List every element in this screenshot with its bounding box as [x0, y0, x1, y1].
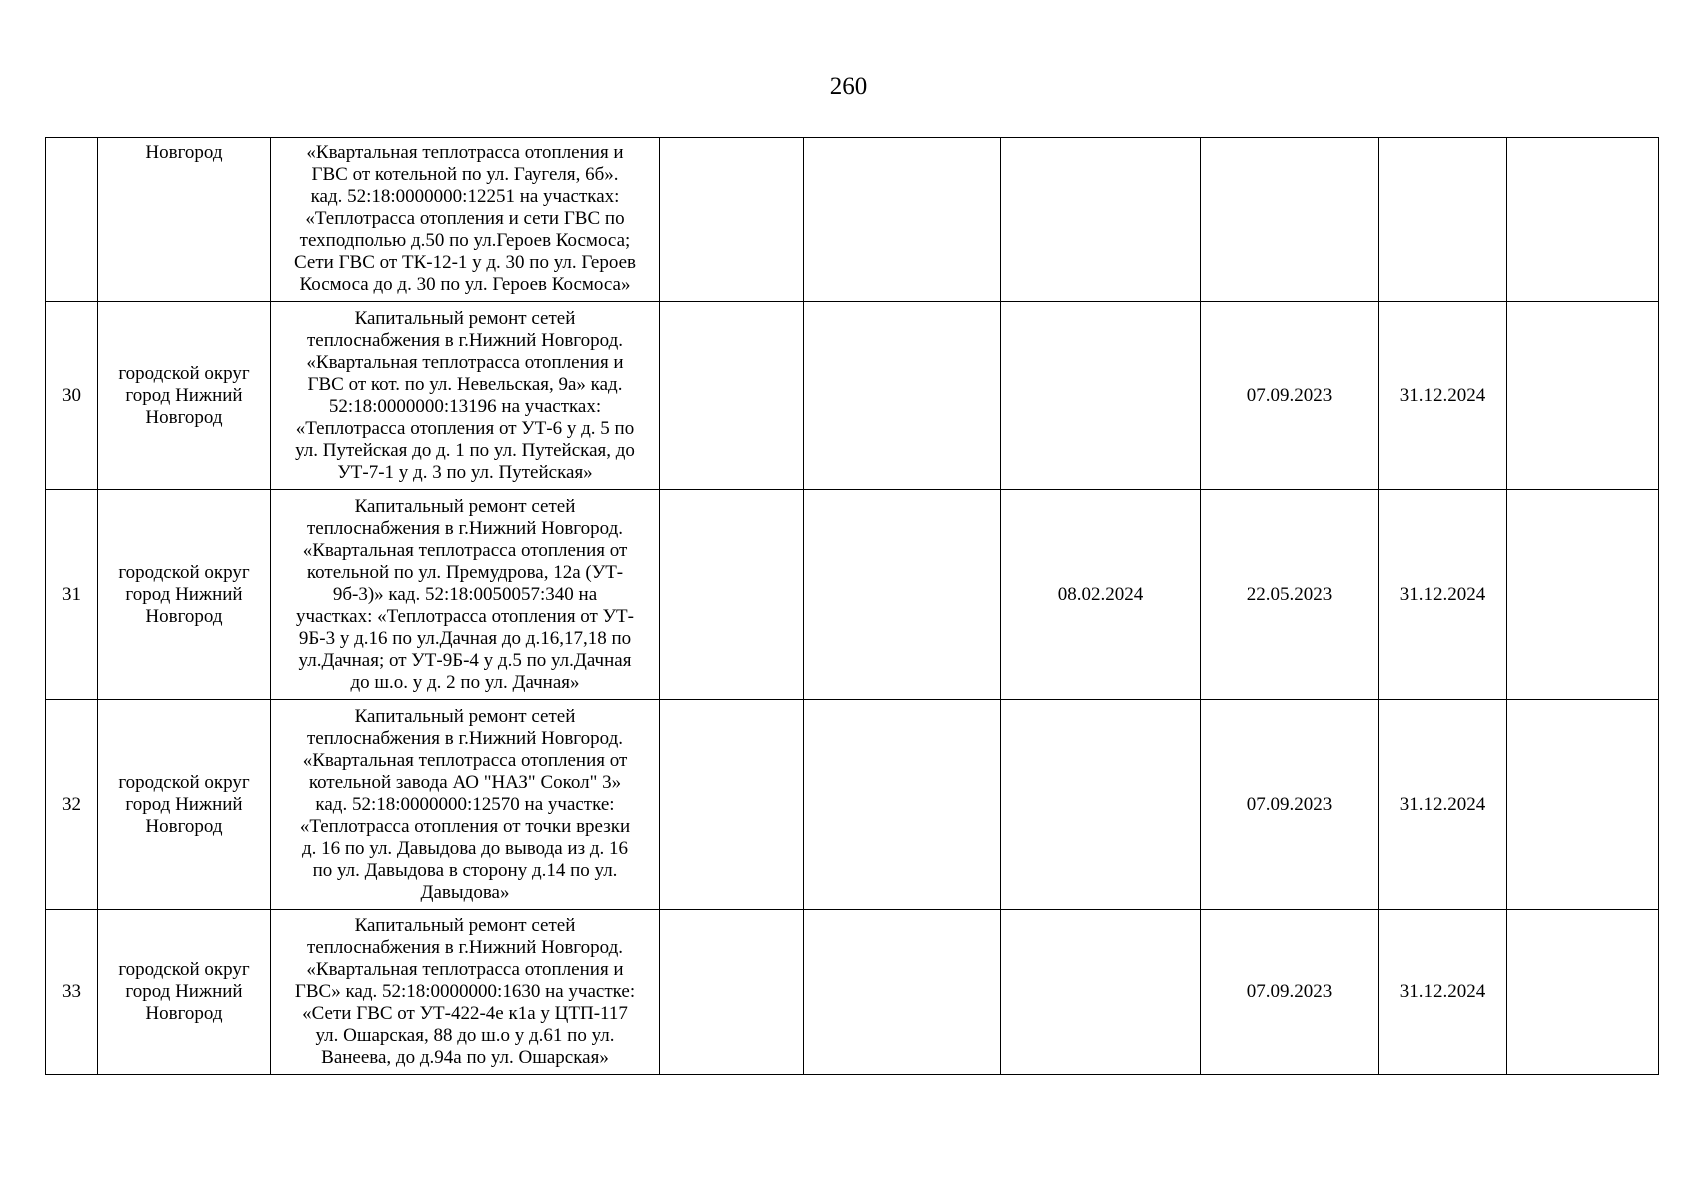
row-number-cell: 32: [46, 700, 98, 910]
row-number-cell: [46, 138, 98, 302]
table-row: [46, 910, 1659, 1075]
municipality-cell: Новгород: [98, 138, 271, 302]
col9-cell: [1507, 490, 1659, 700]
col7-date-cell: 22.05.2023: [1201, 490, 1379, 700]
municipality-cell: городской округ город Нижний Новгород: [98, 302, 271, 490]
col4-cell: [660, 302, 804, 490]
table-row: [46, 700, 1659, 910]
col9-cell: [1507, 700, 1659, 910]
object-name-cell: Капитальный ремонт сетей теплоснабжения в г.Нижний Новгород. «Квартальная теплотрасса отопления и ГВС от кот. по ул. Невельская, 9а» кад. 52:18:0000000:13196 на участках: «Теплотрасса отопления от УТ-6 у д. 5 по ул. Путейская до д. 1 по ул. Путейская, до УТ-7-1 у д. 3 по ул. Путейская»: [271, 302, 660, 490]
col6-cell: [1001, 302, 1201, 490]
object-name-cell: Капитальный ремонт сетей теплоснабжения в г.Нижний Новгород. «Квартальная теплотрасса отопления от котельной по ул. Премудрова, 12а (УТ- 9б-3)» кад. 52:18:0050057:340 на участках: «Теплотрасса отопления от УТ- 9Б-3 у д.16 по ул.Дачная до д.16,17,18 по ул.Дачная; от УТ-9Б-4 у д.5 по ул.Дачная до ш.о. у д. 2 по ул. Дачная»: [271, 490, 660, 700]
row-number-cell: 31: [46, 490, 98, 700]
col8-date-cell: 31.12.2024: [1379, 700, 1507, 910]
table-row: [46, 302, 1659, 490]
col9-cell: [1507, 302, 1659, 490]
col4-cell: [660, 910, 804, 1075]
municipality-cell: городской округ город Нижний Новгород: [98, 700, 271, 910]
object-name-cell: Капитальный ремонт сетей теплоснабжения в г.Нижний Новгород. «Квартальная теплотрасса отопления и ГВС» кад. 52:18:0000000:1630 на участке: «Сети ГВС от УТ-422-4е к1а у ЦТП-117 ул. Ошарская, 88 до ш.о у д.61 по ул. Ванеева, до д.94а по ул. Ошарская»: [271, 910, 660, 1075]
col4-cell: [660, 138, 804, 302]
col6-date-cell: 08.02.2024: [1001, 490, 1201, 700]
col5-cell: [804, 302, 1001, 490]
col9-cell: [1507, 910, 1659, 1075]
col5-cell: [804, 910, 1001, 1075]
col8-date-cell: 31.12.2024: [1379, 910, 1507, 1075]
col7-date-cell: 07.09.2023: [1201, 910, 1379, 1075]
col9-cell: [1507, 138, 1659, 302]
col4-cell: [660, 700, 804, 910]
col5-cell: [804, 490, 1001, 700]
object-name-cell: «Квартальная теплотрасса отопления и ГВС от котельной по ул. Гаугеля, 6б». кад. 52:18:0000000:12251 на участках: «Теплотрасса отопления и сети ГВС по техподполью д.50 по ул.Героев Космоса; Сети ГВС от ТК-12-1 у д. 30 по ул. Героев Космоса до д. 30 по ул. Героев Космоса»: [271, 138, 660, 302]
row-number-cell: 30: [46, 302, 98, 490]
table-row: [46, 138, 1659, 302]
col8-date-cell: [1379, 138, 1507, 302]
municipality-cell: городской округ город Нижний Новгород: [98, 490, 271, 700]
object-name-cell: Капитальный ремонт сетей теплоснабжения в г.Нижний Новгород. «Квартальная теплотрасса отопления от котельной завода АО "НАЗ" Сокол" 3» кад. 52:18:0000000:12570 на участке: «Теплотрасса отопления от точки врезки д. 16 по ул. Давыдова до вывода из д. 16 по ул. Давыдова в сторону д.14 по ул. Давыдова»: [271, 700, 660, 910]
page-number: 260: [829, 73, 868, 100]
col8-date-cell: 31.12.2024: [1379, 490, 1507, 700]
table-row: [46, 490, 1659, 700]
works-table: [45, 137, 1659, 1075]
table-body: [46, 138, 1659, 1075]
col6-cell: [1001, 910, 1201, 1075]
col7-date-cell: 07.09.2023: [1201, 302, 1379, 490]
row-number-cell: 33: [46, 910, 98, 1075]
col4-cell: [660, 490, 804, 700]
col6-cell: [1001, 700, 1201, 910]
col6-cell: [1001, 138, 1201, 302]
municipality-cell: городской округ город Нижний Новгород: [98, 910, 271, 1075]
col7-date-cell: [1201, 138, 1379, 302]
col7-date-cell: 07.09.2023: [1201, 700, 1379, 910]
col8-date-cell: 31.12.2024: [1379, 302, 1507, 490]
col5-cell: [804, 700, 1001, 910]
col5-cell: [804, 138, 1001, 302]
